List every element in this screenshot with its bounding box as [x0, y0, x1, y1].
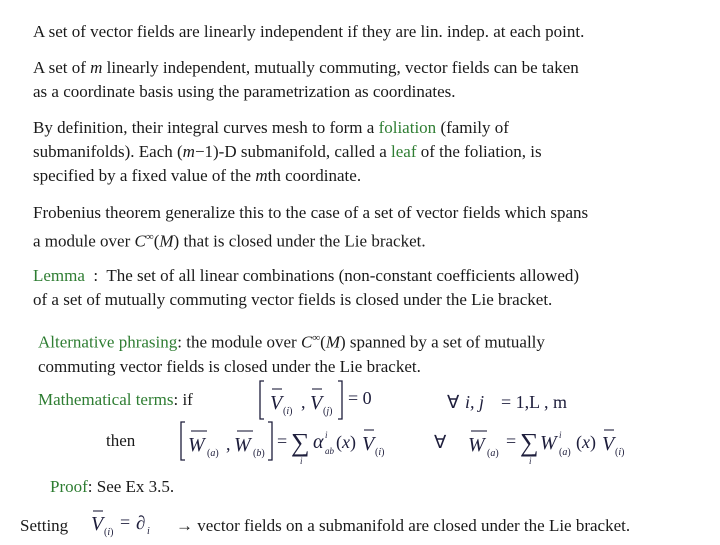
then-label: then — [106, 431, 136, 450]
svg-text:=: = — [277, 431, 288, 451]
quantifier-wa — [432, 418, 652, 468]
svg-text:∑: ∑ — [520, 428, 539, 457]
partial-symbol: ∂ — [136, 513, 146, 534]
svg-text:,: , — [226, 434, 231, 454]
equation-commutator-zero — [255, 378, 405, 422]
svg-text:(a): (a) — [559, 447, 571, 458]
proof-line: Proof: See Ex 3.5. — [50, 477, 175, 496]
alternative-label: Alternative phrasing — [38, 332, 178, 352]
equation-commutator-sum — [176, 418, 416, 468]
sum-symbol: ∑ — [291, 428, 310, 457]
svg-text:V: V — [602, 433, 615, 455]
svg-text:i: i — [529, 456, 532, 466]
svg-text:(j): (j) — [323, 406, 333, 417]
equation-setting — [86, 506, 170, 540]
svg-text:W: W — [540, 432, 557, 454]
svg-text:,: , — [301, 392, 306, 412]
svg-text:V: V — [362, 433, 375, 455]
svg-text:(b): (b) — [253, 448, 265, 459]
svg-text:(x): (x) — [576, 432, 596, 452]
svg-text:=: = — [506, 431, 517, 451]
forall-symbol: ∀ — [447, 392, 460, 412]
svg-text:W: W — [468, 434, 485, 456]
svg-text:(a): (a) — [487, 448, 499, 459]
setting-label: Setting — [20, 516, 69, 535]
svg-text:W: W — [234, 434, 251, 456]
svg-text:=: = — [120, 512, 131, 532]
math-terms-label: Mathematical terms — [38, 390, 174, 409]
math-terms-line: Mathematical terms: if — [38, 390, 193, 409]
lemma-label: Lemma — [33, 266, 85, 285]
term-foliation: foliation — [378, 118, 437, 137]
eq1-rhs: = 0 — [348, 388, 372, 408]
svg-text:(i): (i) — [104, 527, 114, 538]
paragraph-frobenius: Frobenius theorem generalize this to the case of a set of vector fields which spans a module over C∞(M) that is closed under the Lie bracket. — [33, 203, 589, 251]
svg-text:∀: ∀ — [434, 432, 447, 452]
svg-text:(x): (x) — [336, 432, 356, 452]
term-leaf: leaf — [391, 142, 417, 161]
svg-text:V: V — [270, 392, 283, 414]
svg-text:(i): (i) — [283, 406, 293, 417]
paragraph-linear-independence — [33, 20, 584, 44]
svg-text:V: V — [91, 513, 104, 535]
svg-text:i: i — [325, 430, 328, 440]
paragraph-coordinate-basis: A set of m linearly independent, mutually commuting, vector fields can be taken as a coordinate basis using the parametrization as coordinates. — [33, 58, 579, 101]
paragraph-alternative-phrasing: Alternative phrasing: the module over C∞(M) spanned by a set of mutually commuting vector fields is closed under the Lie bracket. — [38, 332, 545, 376]
svg-text:(a): (a) — [207, 448, 219, 459]
svg-text:(i): (i) — [375, 447, 385, 458]
svg-text:V: V — [310, 392, 323, 414]
setting-text: → vector fields on a submanifold are closed under the Lie bracket. — [176, 516, 631, 535]
svg-text:i, j: i, j — [465, 392, 485, 412]
paragraph-lemma: Lemma : The set of all linear combinations (non-constant coefficients allowed) of a set of mutually commuting vector fields is closed under the Lie bracket. — [33, 266, 580, 309]
svg-text:ab: ab — [325, 446, 334, 456]
p1-text: A set of vector fields are linearly independent if they are lin. indep. at each point. — [33, 22, 585, 41]
svg-text:= 1,L , m: = 1,L , m — [501, 392, 567, 412]
quantifier-ij — [445, 384, 585, 418]
svg-text:W: W — [188, 434, 205, 456]
proof-label: Proof — [50, 477, 88, 496]
paragraph-foliation: By definition, their integral curves mesh to form a foliation (family of submanifolds). Each (m−1)-D submanifold, called a leaf of the foliation, is specified by a fixed value of the mth coordinate. — [33, 118, 542, 185]
svg-text:α: α — [313, 431, 324, 453]
svg-text:(i): (i) — [615, 447, 625, 458]
svg-text:i: i — [147, 526, 150, 537]
svg-text:i: i — [559, 430, 562, 440]
svg-text:i: i — [300, 456, 303, 466]
